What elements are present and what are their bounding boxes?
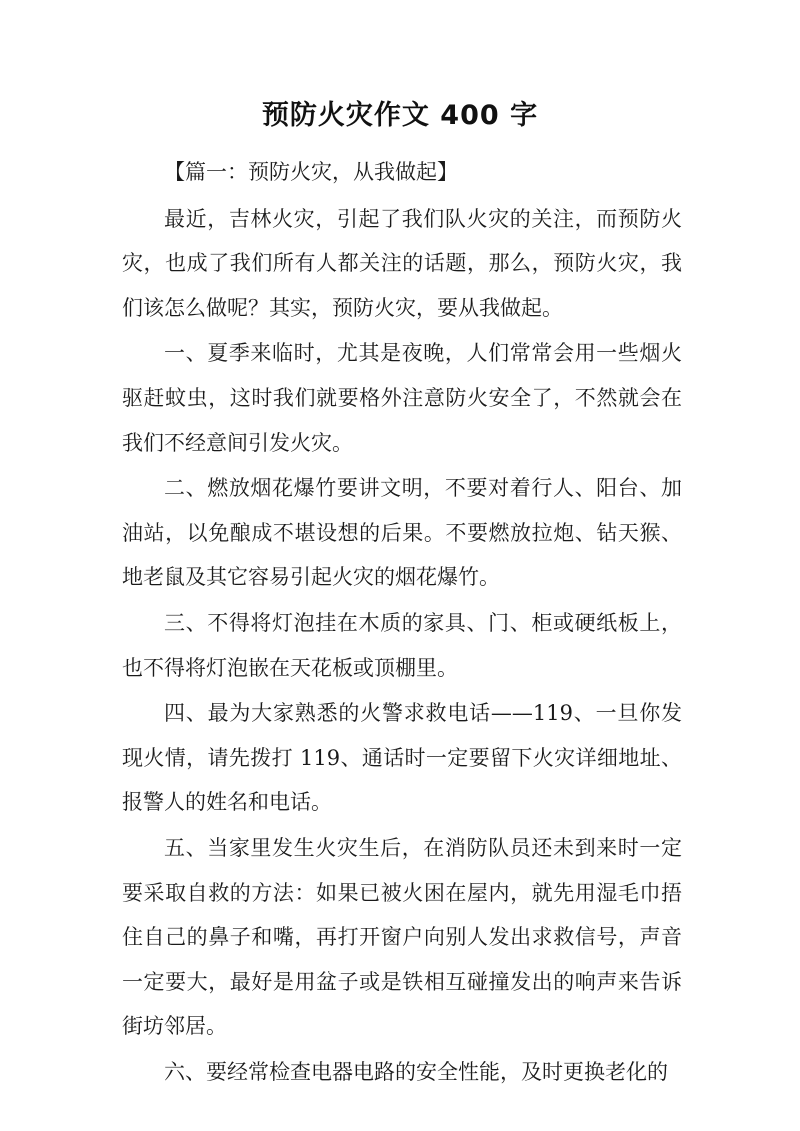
paragraph-point-6: 六、要经常检查电器电路的安全性能，及时更换老化的 xyxy=(164,1059,668,1084)
document-body xyxy=(122,150,682,1095)
document-title: 预防火灾作文 400 字 xyxy=(261,100,539,131)
paragraph-point-1: 一、夏季来临时，尤其是夜晚，人们常常会用一些烟火驱赶蚊虫，这时我们就要格外注意防火安全了，不然就会在我们不经意间引发火灾。 xyxy=(122,341,682,455)
paragraph-point-3: 三、不得将灯泡挂在木质的家具、门、柜或硬纸板上，也不得将灯泡嵌在天花板或顶棚里。 xyxy=(122,610,682,680)
paragraph-point-2: 二、燃放烟花爆竹要讲文明，不要对着行人、阳台、加油站，以免酿成不堪设想的后果。不要燃放拉炮、钻天猴、地老鼠及其它容易引起火灾的烟花爆竹。 xyxy=(122,476,682,590)
paragraph-point-5: 五、当家里发生火灾生后，在消防队员还未到来时一定要采取自救的方法：如果已被火困在屋内，就先用湿毛巾捂住自己的鼻子和嘴，再打开窗户向别人发出求救信号，声音一定要大，最好是用盆子或是铁相互碰撞发出的响声来告诉街坊邻居。 xyxy=(122,835,682,1039)
paragraph-point-4: 四、最为大家熟悉的火警求救电话——119、一旦你发现火情，请先拨打 119、通话时一定要留下火灾详细地址、报警人的姓名和电话。 xyxy=(122,701,682,815)
paragraph-intro: 最近，吉林火灾，引起了我们队火灾的关注，而预防火灾，也成了我们所有人都关注的话题，那么，预防火灾，我们该怎么做呢？其实，预防火灾，要从我做起。 xyxy=(122,206,682,320)
section-heading: 【篇一：预防火灾，从我做起】 xyxy=(164,160,458,184)
